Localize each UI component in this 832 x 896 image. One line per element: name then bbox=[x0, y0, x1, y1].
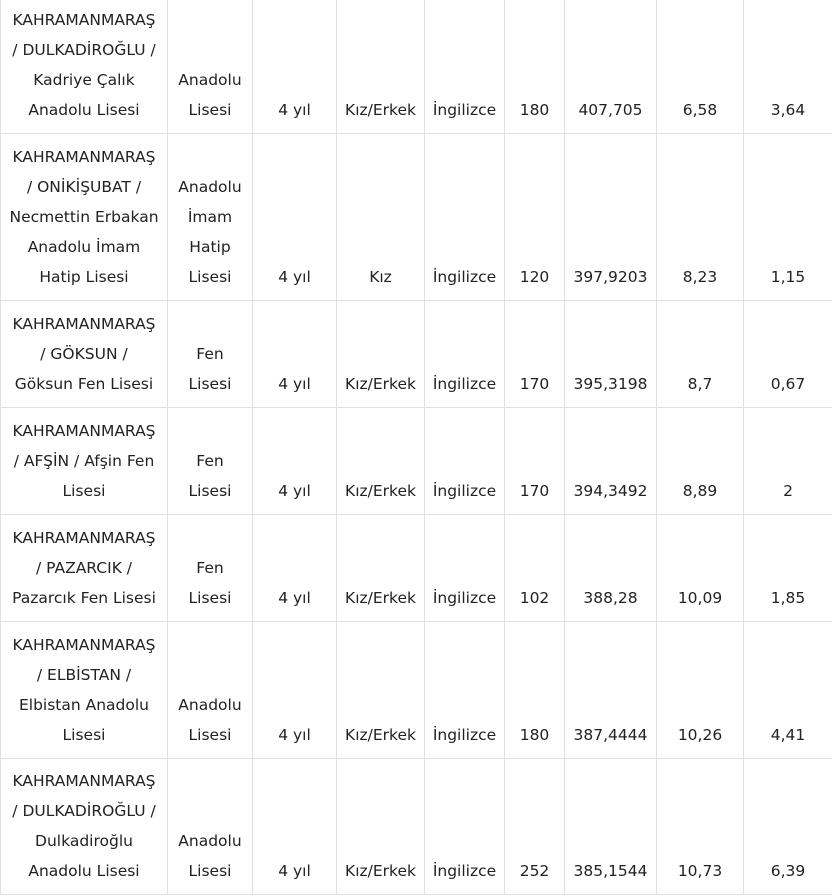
school-type-cell-line: Fen bbox=[196, 452, 224, 470]
quota-cell bbox=[505, 0, 565, 134]
school-name-cell-line: KAHRAMANMARAŞ bbox=[12, 772, 156, 790]
school-name-cell bbox=[1, 134, 168, 301]
quota-cell-value: 180 bbox=[519, 101, 550, 119]
school-type-cell-line: Lisesi bbox=[188, 726, 232, 744]
extra-percentile-cell bbox=[744, 622, 832, 759]
language-cell-value: İngilizce bbox=[432, 482, 497, 500]
school-type-cell-line: Lisesi bbox=[188, 268, 232, 286]
school-type-cell bbox=[168, 515, 253, 622]
extra-percentile-cell bbox=[744, 515, 832, 622]
school-name-cell-line: Dulkadiroğlu bbox=[35, 832, 133, 850]
duration-cell bbox=[253, 408, 337, 515]
table-row bbox=[1, 134, 832, 301]
table-row bbox=[1, 301, 832, 408]
school-type-cell bbox=[168, 759, 253, 895]
quota-cell-value: 170 bbox=[519, 482, 550, 500]
quota-cell-value: 180 bbox=[519, 726, 550, 744]
percentile-cell-value: 10,73 bbox=[677, 862, 723, 880]
school-name-cell-line: Lisesi bbox=[62, 726, 106, 744]
score-cell-value: 387,4444 bbox=[573, 726, 648, 744]
school-name-cell-line: Anadolu İmam bbox=[27, 238, 141, 256]
gender-cell bbox=[337, 0, 425, 134]
school-type-cell-line: Fen bbox=[196, 345, 224, 363]
quota-cell-value: 170 bbox=[519, 375, 550, 393]
school-type-cell-line: Lisesi bbox=[188, 482, 232, 500]
school-type-cell-line: Lisesi bbox=[188, 862, 232, 880]
extra-percentile-cell bbox=[744, 301, 832, 408]
score-cell-value: 388,28 bbox=[583, 589, 638, 607]
gender-cell-value: Kız/Erkek bbox=[345, 589, 416, 607]
extra-percentile-cell-value: 1,15 bbox=[770, 268, 806, 286]
language-cell bbox=[425, 0, 505, 134]
table-row bbox=[1, 759, 832, 895]
quota-cell bbox=[505, 622, 565, 759]
duration-cell bbox=[253, 515, 337, 622]
school-name-cell-line: / DULKADİROĞLU / bbox=[12, 41, 156, 59]
duration-cell-value: 4 yıl bbox=[278, 862, 311, 880]
percentile-cell-value: 10,09 bbox=[677, 589, 723, 607]
score-cell-value: 394,3492 bbox=[573, 482, 648, 500]
school-type-cell-line: Lisesi bbox=[188, 375, 232, 393]
percentile-cell-value: 8,23 bbox=[682, 268, 718, 286]
school-type-cell-line: Fen bbox=[196, 559, 224, 577]
school-name-cell-line: / GÖKSUN / bbox=[40, 345, 128, 363]
score-cell-value: 397,9203 bbox=[573, 268, 648, 286]
percentile-cell-value: 10,26 bbox=[677, 726, 723, 744]
score-cell-value: 385,1544 bbox=[573, 862, 648, 880]
school-type-cell bbox=[168, 134, 253, 301]
percentile-cell bbox=[657, 622, 744, 759]
school-name-cell-line: Hatip Lisesi bbox=[39, 268, 129, 286]
gender-cell bbox=[337, 134, 425, 301]
score-cell bbox=[565, 0, 657, 134]
school-name-cell-line: KAHRAMANMARAŞ bbox=[12, 148, 156, 166]
quota-cell bbox=[505, 408, 565, 515]
school-name-cell-line: KAHRAMANMARAŞ bbox=[12, 636, 156, 654]
language-cell bbox=[425, 301, 505, 408]
extra-percentile-cell bbox=[744, 759, 832, 895]
language-cell-value: İngilizce bbox=[432, 726, 497, 744]
score-cell bbox=[565, 759, 657, 895]
gender-cell bbox=[337, 759, 425, 895]
quota-cell bbox=[505, 515, 565, 622]
quota-cell bbox=[505, 301, 565, 408]
school-name-cell-line: KAHRAMANMARAŞ bbox=[12, 422, 156, 440]
school-type-cell bbox=[168, 301, 253, 408]
extra-percentile-cell bbox=[744, 0, 832, 134]
score-cell-value: 395,3198 bbox=[573, 375, 648, 393]
gender-cell-value: Kız/Erkek bbox=[345, 726, 416, 744]
score-cell bbox=[565, 301, 657, 408]
percentile-cell-value: 8,7 bbox=[687, 375, 713, 393]
school-name-cell-line: Necmettin Erbakan bbox=[9, 208, 159, 226]
school-name-cell-line: Anadolu Lisesi bbox=[28, 862, 140, 880]
school-type-cell-line: Hatip bbox=[189, 238, 231, 256]
school-name-cell-line: KAHRAMANMARAŞ bbox=[12, 11, 156, 29]
extra-percentile-cell-value: 3,64 bbox=[770, 101, 806, 119]
percentile-cell bbox=[657, 134, 744, 301]
score-cell bbox=[565, 134, 657, 301]
language-cell-value: İngilizce bbox=[432, 862, 497, 880]
percentile-cell-value: 8,89 bbox=[682, 482, 718, 500]
school-type-cell-line: Anadolu bbox=[178, 71, 242, 89]
duration-cell-value: 4 yıl bbox=[278, 375, 311, 393]
quota-cell-value: 120 bbox=[519, 268, 550, 286]
percentile-cell bbox=[657, 515, 744, 622]
table-row bbox=[1, 0, 832, 134]
quota-cell-value: 252 bbox=[519, 862, 550, 880]
school-name-cell-line: Göksun Fen Lisesi bbox=[14, 375, 154, 393]
language-cell bbox=[425, 408, 505, 515]
duration-cell bbox=[253, 759, 337, 895]
school-name-cell-line: Kadriye Çalık bbox=[33, 71, 135, 89]
school-name-cell bbox=[1, 759, 168, 895]
school-name-cell-line: Elbistan Anadolu bbox=[18, 696, 150, 714]
gender-cell bbox=[337, 301, 425, 408]
extra-percentile-cell-value: 0,67 bbox=[770, 375, 806, 393]
school-type-cell bbox=[168, 0, 253, 134]
language-cell-value: İngilizce bbox=[432, 589, 497, 607]
gender-cell-value: Kız bbox=[369, 268, 392, 286]
duration-cell bbox=[253, 134, 337, 301]
table-row bbox=[1, 515, 832, 622]
score-cell bbox=[565, 408, 657, 515]
score-cell-value: 407,705 bbox=[578, 101, 643, 119]
language-cell bbox=[425, 622, 505, 759]
gender-cell-value: Kız/Erkek bbox=[345, 482, 416, 500]
school-name-cell-line: / PAZARCIK / bbox=[35, 559, 133, 577]
school-type-cell bbox=[168, 622, 253, 759]
percentile-cell bbox=[657, 408, 744, 515]
duration-cell bbox=[253, 0, 337, 134]
percentile-cell-value: 6,58 bbox=[682, 101, 718, 119]
school-name-cell-line: Anadolu Lisesi bbox=[28, 101, 140, 119]
extra-percentile-cell-value: 6,39 bbox=[770, 862, 806, 880]
language-cell bbox=[425, 515, 505, 622]
duration-cell-value: 4 yıl bbox=[278, 482, 311, 500]
school-name-cell-line: KAHRAMANMARAŞ bbox=[12, 315, 156, 333]
score-cell bbox=[565, 515, 657, 622]
language-cell-value: İngilizce bbox=[432, 268, 497, 286]
school-name-cell bbox=[1, 622, 168, 759]
gender-cell bbox=[337, 408, 425, 515]
extra-percentile-cell-value: 2 bbox=[783, 482, 793, 500]
gender-cell bbox=[337, 515, 425, 622]
school-name-cell-line: Pazarcık Fen Lisesi bbox=[12, 589, 156, 607]
language-cell-value: İngilizce bbox=[432, 375, 497, 393]
school-name-cell-line: / DULKADİROĞLU / bbox=[12, 802, 156, 820]
language-cell-value: İngilizce bbox=[432, 101, 497, 119]
school-type-cell-line: Anadolu bbox=[178, 696, 242, 714]
duration-cell bbox=[253, 622, 337, 759]
gender-cell bbox=[337, 622, 425, 759]
school-type-cell-line: Lisesi bbox=[188, 589, 232, 607]
gender-cell-value: Kız/Erkek bbox=[345, 862, 416, 880]
duration-cell-value: 4 yıl bbox=[278, 726, 311, 744]
school-name-cell-line: / AFŞİN / Afşin Fen bbox=[13, 452, 155, 470]
quota-cell bbox=[505, 134, 565, 301]
percentile-cell bbox=[657, 759, 744, 895]
school-name-cell bbox=[1, 0, 168, 134]
quota-cell bbox=[505, 759, 565, 895]
table-row bbox=[1, 622, 832, 759]
gender-cell-value: Kız/Erkek bbox=[345, 375, 416, 393]
school-type-cell-line: Anadolu bbox=[178, 178, 242, 196]
school-type-cell bbox=[168, 408, 253, 515]
duration-cell-value: 4 yıl bbox=[278, 101, 311, 119]
score-cell bbox=[565, 622, 657, 759]
school-name-cell bbox=[1, 301, 168, 408]
school-name-cell bbox=[1, 408, 168, 515]
extra-percentile-cell bbox=[744, 408, 832, 515]
language-cell bbox=[425, 134, 505, 301]
extra-percentile-cell bbox=[744, 134, 832, 301]
gender-cell-value: Kız/Erkek bbox=[345, 101, 416, 119]
table-body bbox=[1, 0, 832, 895]
school-name-cell-line: / ELBİSTAN / bbox=[36, 666, 132, 684]
quota-cell-value: 102 bbox=[519, 589, 550, 607]
duration-cell bbox=[253, 301, 337, 408]
school-name-cell-line: KAHRAMANMARAŞ bbox=[12, 529, 156, 547]
extra-percentile-cell-value: 1,85 bbox=[770, 589, 806, 607]
percentile-cell bbox=[657, 301, 744, 408]
school-type-cell-line: Anadolu bbox=[178, 832, 242, 850]
duration-cell-value: 4 yıl bbox=[278, 589, 311, 607]
school-type-cell-line: Lisesi bbox=[188, 101, 232, 119]
extra-percentile-cell-value: 4,41 bbox=[770, 726, 806, 744]
duration-cell-value: 4 yıl bbox=[278, 268, 311, 286]
percentile-cell bbox=[657, 0, 744, 134]
school-type-cell-line: İmam bbox=[187, 208, 233, 226]
language-cell bbox=[425, 759, 505, 895]
table-row bbox=[1, 408, 832, 515]
school-name-cell-line: Lisesi bbox=[62, 482, 106, 500]
school-name-cell-line: / ONİKİŞUBAT / bbox=[26, 178, 142, 196]
school-name-cell bbox=[1, 515, 168, 622]
